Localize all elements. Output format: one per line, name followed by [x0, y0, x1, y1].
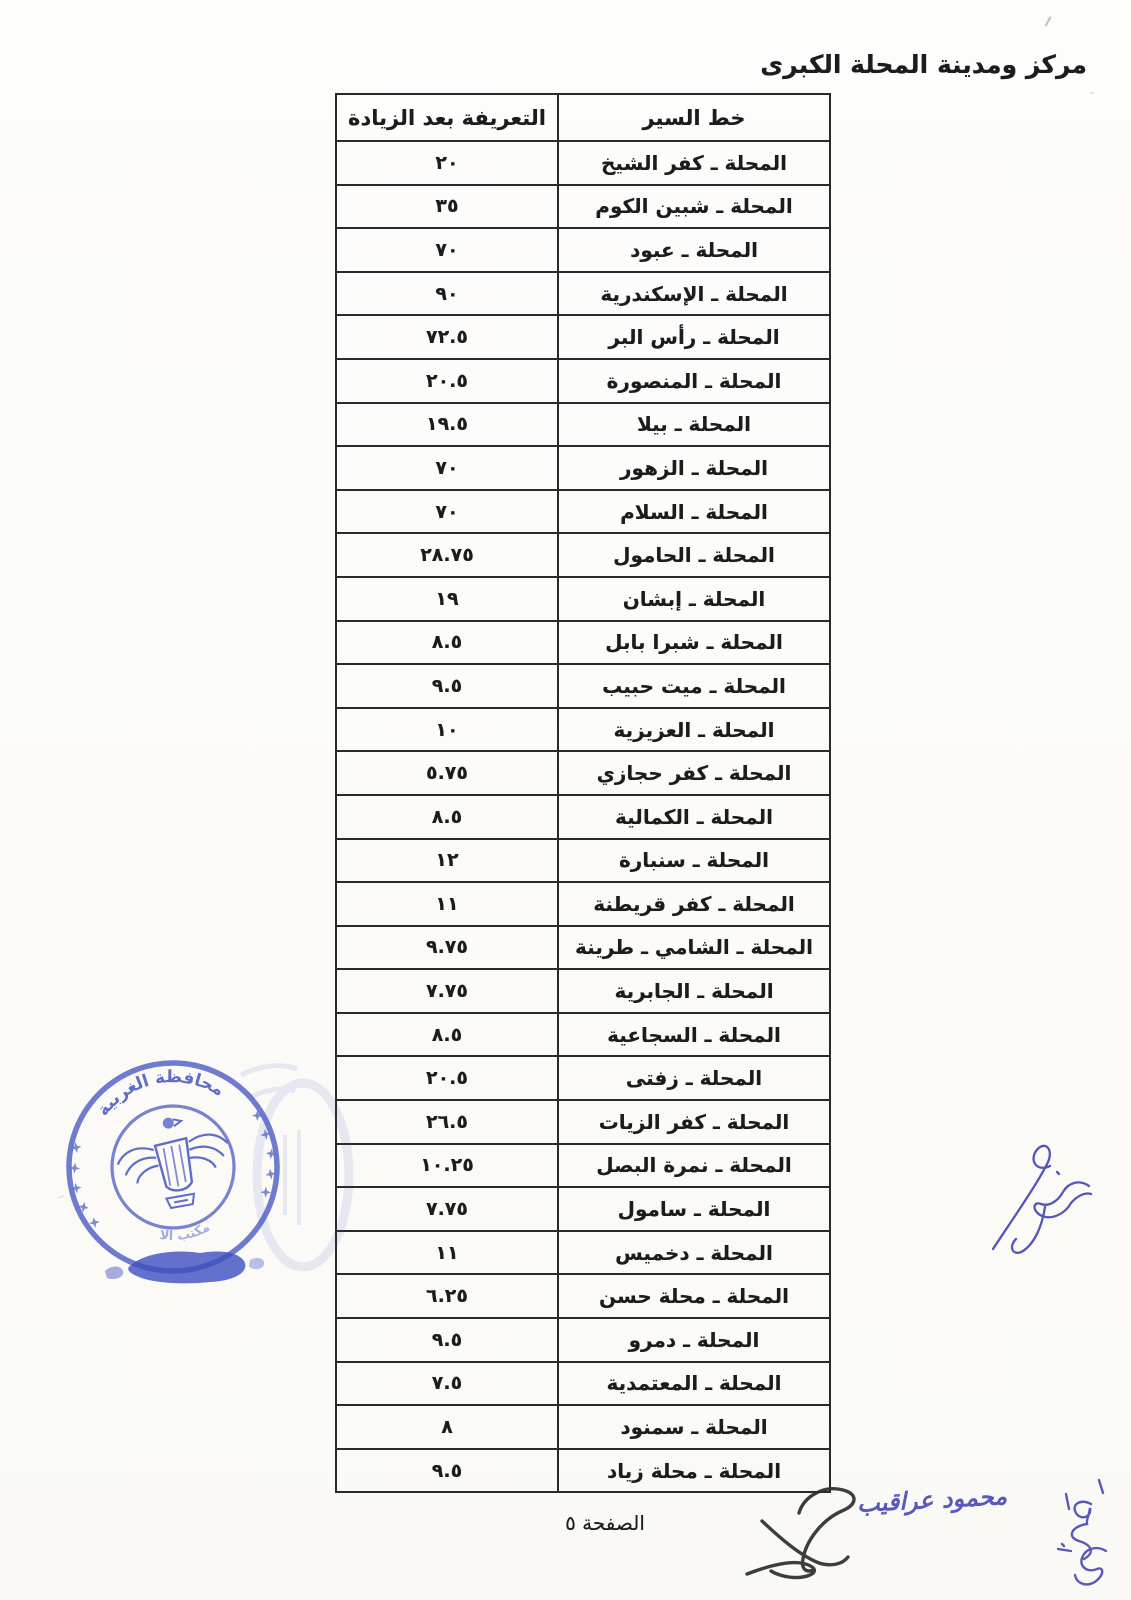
table-row — [336, 969, 830, 1013]
route-cell: المحلة ـ الجابرية — [558, 969, 830, 1013]
tariff-column-header: التعريفة بعد الزيادة — [336, 94, 558, 141]
table-header-row — [336, 94, 830, 141]
tariff-cell: ٩٠ — [336, 272, 558, 316]
tariff-cell: ١١ — [336, 1231, 558, 1275]
tariff-cell: ٢٠ — [336, 141, 558, 185]
fare-table — [335, 93, 831, 1493]
route-cell: المحلة ـ الشامي ـ طرينة — [558, 926, 830, 970]
tariff-cell: ٩.٥ — [336, 1318, 558, 1362]
tariff-cell: ٨ — [336, 1405, 558, 1449]
route-cell: المحلة ـ المنصورة — [558, 359, 830, 403]
route-cell: المحلة ـ كفر حجازي — [558, 751, 830, 795]
tariff-cell: ٧.٧٥ — [336, 969, 558, 1013]
route-cell: المحلة ـ سنبارة — [558, 839, 830, 883]
table-row — [336, 1187, 830, 1231]
tariff-cell: ٩.٧٥ — [336, 926, 558, 970]
tariff-cell: ١٩ — [336, 577, 558, 621]
tariff-cell: ١٠.٢٥ — [336, 1144, 558, 1188]
route-column-header: خط السير — [558, 94, 830, 141]
table-row — [336, 403, 830, 447]
tariff-cell: ٧٠ — [336, 446, 558, 490]
table-row — [336, 664, 830, 708]
tariff-cell: ٧٠ — [336, 490, 558, 534]
route-cell: المحلة ـ العزيزية — [558, 708, 830, 752]
table-row — [336, 1274, 830, 1318]
tariff-cell: ٩.٥ — [336, 1449, 558, 1493]
table-row — [336, 1144, 830, 1188]
route-cell: المحلة ـ الكمالية — [558, 795, 830, 839]
route-cell: المحلة ـ زفتى — [558, 1056, 830, 1100]
table-row — [336, 228, 830, 272]
table-row — [336, 1318, 830, 1362]
tariff-cell: ١١ — [336, 882, 558, 926]
route-cell: المحلة ـ السلام — [558, 490, 830, 534]
route-cell: المحلة ـ سامول — [558, 1187, 830, 1231]
governorate-stamp — [45, 1035, 355, 1325]
stamp-outer-ring — [53, 1047, 294, 1288]
table-row — [336, 359, 830, 403]
table-row — [336, 839, 830, 883]
route-cell: المحلة ـ إبشان — [558, 577, 830, 621]
table-row — [336, 185, 830, 229]
route-cell: المحلة ـ السجاعية — [558, 1013, 830, 1057]
table-row — [336, 446, 830, 490]
tariff-cell: ١٢ — [336, 839, 558, 883]
scan-artifact-speck — [58, 1195, 64, 1199]
tariff-cell: ٧.٥ — [336, 1362, 558, 1406]
signature-scribble-right — [1058, 1480, 1106, 1584]
table-row — [336, 315, 830, 359]
table-row — [336, 1100, 830, 1144]
route-cell: المحلة ـ الزهور — [558, 446, 830, 490]
table-row — [336, 533, 830, 577]
table-row — [336, 1013, 830, 1057]
route-cell: المحلة ـ كفر الزيات — [558, 1100, 830, 1144]
stamp-arc-text-top: محافظة الغربية — [93, 1067, 228, 1121]
page-number: الصفحة ٥ — [565, 1511, 645, 1535]
tariff-cell: ٣٥ — [336, 185, 558, 229]
table-row — [336, 795, 830, 839]
table-row — [336, 1449, 830, 1493]
tariff-cell: ٧.٧٥ — [336, 1187, 558, 1231]
route-cell: المحلة ـ كفر قريطنة — [558, 882, 830, 926]
tariff-cell: ٦.٢٥ — [336, 1274, 558, 1318]
signature-middle-right — [993, 1146, 1091, 1253]
tariff-cell: ٢٠.٥ — [336, 1056, 558, 1100]
route-cell: المحلة ـ دمرو — [558, 1318, 830, 1362]
route-cell: المحلة ـ شبين الكوم — [558, 185, 830, 229]
route-cell: المحلة ـ سمنود — [558, 1405, 830, 1449]
tariff-cell: ١٠ — [336, 708, 558, 752]
scan-artifact-dot — [1090, 92, 1094, 94]
route-cell: المحلة ـ الإسكندرية — [558, 272, 830, 316]
route-cell: المحلة ـ شبرا بابل — [558, 621, 830, 665]
route-cell: المحلة ـ الحامول — [558, 533, 830, 577]
stamp-inner-ring — [102, 1096, 243, 1237]
route-cell: المحلة ـ بيلا — [558, 403, 830, 447]
table-row — [336, 926, 830, 970]
tariff-cell: ٧٢.٥ — [336, 315, 558, 359]
stamp-ghost — [241, 1066, 349, 1267]
page-title: مركز ومدينة المحلة الكبرى — [760, 50, 1087, 79]
table-row — [336, 1405, 830, 1449]
table-row — [336, 751, 830, 795]
table-row — [336, 1056, 830, 1100]
route-cell: المحلة ـ رأس البر — [558, 315, 830, 359]
table-row — [336, 621, 830, 665]
tariff-cell: ٥.٧٥ — [336, 751, 558, 795]
route-cell: المحلة ـ المعتمدية — [558, 1362, 830, 1406]
tariff-cell: ٨.٥ — [336, 621, 558, 665]
tariff-cell: ٢٠.٥ — [336, 359, 558, 403]
table-row — [336, 1231, 830, 1275]
eagle-icon — [111, 1108, 237, 1216]
stamp-arc-text-bottom: مكتب الا — [158, 1219, 213, 1245]
tariff-cell: ١٩.٥ — [336, 403, 558, 447]
handwritten-name: محمود عراقيب — [856, 1482, 1008, 1518]
tariff-cell: ٧٠ — [336, 228, 558, 272]
table-row — [336, 490, 830, 534]
route-cell: المحلة ـ نمرة البصل — [558, 1144, 830, 1188]
tariff-cell: ٨.٥ — [336, 1013, 558, 1057]
table-row — [336, 1362, 830, 1406]
table-row — [336, 708, 830, 752]
tariff-cell: ٨.٥ — [336, 795, 558, 839]
tariff-cell: ٢٦.٥ — [336, 1100, 558, 1144]
route-cell: المحلة ـ عبود — [558, 228, 830, 272]
scan-artifact-mark — [1045, 16, 1052, 27]
table-row — [336, 882, 830, 926]
ink-smudge — [105, 1251, 264, 1283]
route-cell: المحلة ـ محلة حسن — [558, 1274, 830, 1318]
fare-table-body — [336, 141, 830, 1492]
route-cell: المحلة ـ ميت حبيب — [558, 664, 830, 708]
route-cell: المحلة ـ كفر الشيخ — [558, 141, 830, 185]
route-cell: المحلة ـ دخميس — [558, 1231, 830, 1275]
route-cell: المحلة ـ محلة زياد — [558, 1449, 830, 1493]
table-row — [336, 141, 830, 185]
signature-black-bottom — [747, 1489, 854, 1578]
table-row — [336, 577, 830, 621]
stamp-stars — [63, 1107, 286, 1232]
tariff-cell: ٢٨.٧٥ — [336, 533, 558, 577]
tariff-cell: ٩.٥ — [336, 664, 558, 708]
table-row — [336, 272, 830, 316]
